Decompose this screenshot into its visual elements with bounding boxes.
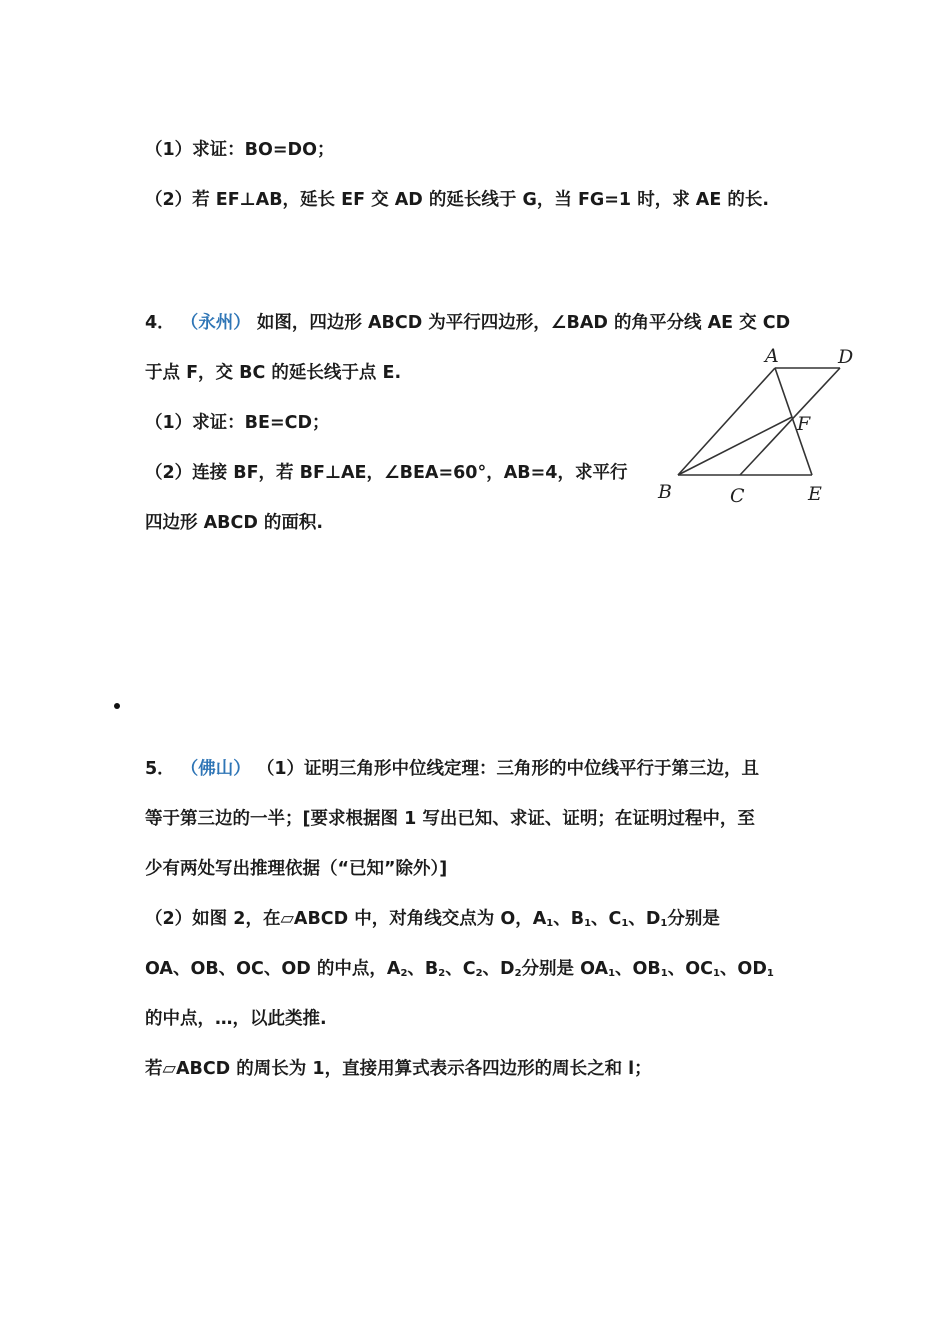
figure-lines xyxy=(678,368,840,475)
problem4-part2-line2: 四边形 ABCD 的面积. xyxy=(145,513,324,533)
subscript: 1 xyxy=(660,968,668,979)
problem-number: 4． xyxy=(145,313,175,333)
subscript: 2 xyxy=(400,968,408,979)
text: 、B xyxy=(407,959,439,979)
subscript: 2 xyxy=(438,968,446,979)
problem5-line6: 的中点，…，以此类推. xyxy=(145,1009,327,1029)
label-A: A xyxy=(765,345,779,367)
text: 、C xyxy=(445,959,476,979)
subscript: 1 xyxy=(712,968,720,979)
problem-source: （佛山） xyxy=(180,759,251,779)
subscript: 1 xyxy=(766,968,774,979)
text: 、OC xyxy=(667,959,713,979)
problem-number: 5． xyxy=(145,759,175,779)
text: 、OD xyxy=(719,959,767,979)
text: 、B xyxy=(553,909,585,929)
problem5-line7: 若▱ABCD 的周长为 1，直接用算式表示各四边形的周长之和 l； xyxy=(145,1059,652,1079)
subscript: 2 xyxy=(514,968,522,979)
label-C: C xyxy=(730,485,745,507)
label-F: F xyxy=(797,413,811,435)
problem4-part2-line1: （2）连接 BF，若 BF⊥AE，∠BEA=60°，AB=4，求平行 xyxy=(145,463,628,483)
problem-source: （永州） xyxy=(180,313,251,333)
list-bullet xyxy=(114,703,120,709)
prev-part1: （1）求证：BO=DO； xyxy=(145,140,335,160)
subscript: 2 xyxy=(475,968,483,979)
text: 、D xyxy=(482,959,515,979)
problem5-line4 xyxy=(145,907,720,936)
segment-BF xyxy=(678,417,792,475)
problem4-part1: （1）求证：BE=CD； xyxy=(145,413,330,433)
subscript: 1 xyxy=(621,918,629,929)
label-D: D xyxy=(838,346,854,368)
problem5-line2: 等于第三边的一半；[要求根据图 1 写出已知、求证、证明；在证明过程中，至 xyxy=(145,809,755,829)
problem4-stem-line1 xyxy=(145,311,790,335)
segment-AB xyxy=(678,368,775,475)
problem-text: （1）证明三角形中位线定理：三角形的中位线平行于第三边，且 xyxy=(256,759,760,779)
text: 、OB xyxy=(615,959,661,979)
problem5-line5 xyxy=(145,957,774,986)
parallelogram-figure xyxy=(650,340,870,510)
text: 、C xyxy=(591,909,622,929)
prev-part2: （2）若 EF⊥AB，延长 EF 交 AD 的延长线于 G，当 FG=1 时，求 AE 的长. xyxy=(145,190,770,210)
subscript: 1 xyxy=(584,918,592,929)
text: 分别是 OA xyxy=(521,959,609,979)
label-B: B xyxy=(658,481,672,503)
problem5-line1 xyxy=(145,757,759,781)
text: 、D xyxy=(628,909,661,929)
text: 分别是 xyxy=(667,909,720,929)
text: OA、OB、OC、OD 的中点，A xyxy=(145,959,401,979)
problem-stem: 如图，四边形 ABCD 为平行四边形，∠BAD 的角平分线 AE 交 CD xyxy=(256,313,791,333)
problem4-stem-line2: 于点 F，交 BC 的延长线于点 E. xyxy=(145,363,402,383)
text: （2）如图 2，在▱ABCD 中，对角线交点为 O，A xyxy=(145,909,547,929)
subscript: 1 xyxy=(660,918,668,929)
subscript: 1 xyxy=(608,968,616,979)
segment-DC xyxy=(740,368,840,475)
label-E: E xyxy=(808,483,822,505)
subscript: 1 xyxy=(546,918,554,929)
problem5-line3: 少有两处写出推理依据（“已知”除外）] xyxy=(145,859,448,879)
